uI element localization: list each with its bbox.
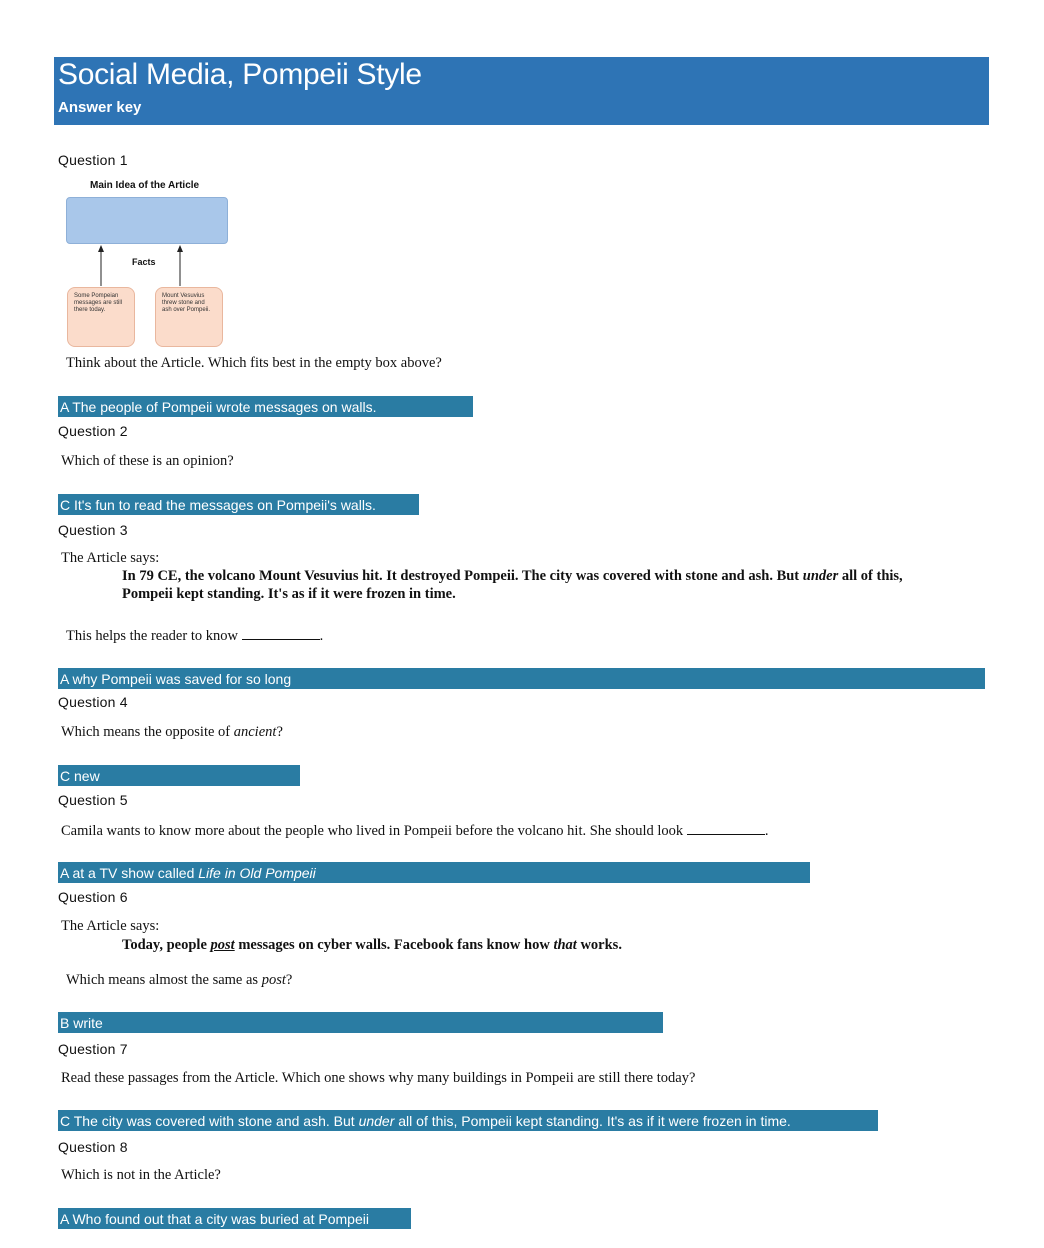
question-7-answer-rest: all of this, Pompeii kept standing. It's as if it were frozen in time. bbox=[398, 1113, 791, 1129]
page-title: Social Media, Pompeii Style bbox=[58, 58, 422, 91]
question-6-quote bbox=[122, 937, 622, 954]
question-6-prompt bbox=[66, 972, 292, 989]
quote-text: Today, people bbox=[122, 937, 207, 953]
question-5-answer-title: Life in Old Pompeii bbox=[198, 865, 316, 881]
title-banner bbox=[54, 57, 989, 125]
question-5-prompt-text: Camila wants to know more about the people who lived in Pompeii before the volcano hit. She should look bbox=[61, 823, 684, 839]
question-5-label: Question 5 bbox=[58, 792, 128, 808]
quote-text-middle: messages on cyber walls. Facebook fans know how bbox=[238, 937, 550, 953]
question-3-intro: The Article says: bbox=[61, 550, 160, 566]
main-idea-box bbox=[66, 197, 228, 244]
question-4-answer: C new bbox=[58, 765, 300, 786]
question-2-prompt: Which of these is an opinion? bbox=[61, 453, 234, 469]
question-6-prompt-text: Which means almost the same as bbox=[66, 972, 259, 988]
quote-emphasis-that: that bbox=[553, 937, 577, 953]
question-4-label: Question 4 bbox=[58, 694, 128, 710]
quote-text-end: works. bbox=[580, 937, 622, 953]
question-7-label: Question 7 bbox=[58, 1041, 128, 1057]
question-7-answer-text: C The city was covered with stone and ash. But bbox=[60, 1113, 355, 1129]
fact-box-1: Some Pompeian messages are still there today. bbox=[67, 287, 135, 347]
page-subtitle: Answer key bbox=[58, 99, 142, 116]
question-8-label: Question 8 bbox=[58, 1139, 128, 1155]
quote-emphasis-post: post bbox=[210, 937, 235, 953]
question-4-emphasis: ancient bbox=[233, 724, 277, 740]
quote-text: In 79 CE, the volcano Mount Vesuvius hit. It destroyed Pompeii. The city was covered with stone and ash. But bbox=[122, 568, 800, 584]
question-8-answer: A Who found out that a city was buried at Pompeii bbox=[58, 1208, 411, 1229]
question-5-answer bbox=[58, 862, 810, 883]
question-4-prompt-end: ? bbox=[276, 724, 283, 740]
question-6-intro: The Article says: bbox=[61, 918, 160, 934]
answer-blank bbox=[242, 627, 320, 640]
question-1-label: Question 1 bbox=[58, 152, 128, 168]
question-3-quote bbox=[122, 568, 903, 585]
question-3-answer: A why Pompeii was saved for so long bbox=[58, 668, 985, 689]
question-7-prompt: Read these passages from the Article. Which one shows why many buildings in Pompeii are still there today? bbox=[61, 1070, 696, 1086]
question-3-prompt-text: This helps the reader to know bbox=[66, 628, 238, 644]
question-8-prompt: Which is not in the Article? bbox=[61, 1167, 221, 1183]
question-1-prompt: Think about the Article. Which fits best in the empty box above? bbox=[66, 355, 442, 371]
question-5-prompt: Camila wants to know more about the people who lived in Pompeii before the volcano hit. She should look . bbox=[61, 823, 769, 839]
arrows-graphic bbox=[90, 244, 190, 288]
question-3-prompt: This helps the reader to know . bbox=[66, 628, 324, 644]
facts-label: Facts bbox=[132, 257, 156, 267]
question-4-prompt-text: Which means the opposite of bbox=[61, 724, 231, 740]
question-4-prompt bbox=[61, 724, 283, 741]
question-3-quote-line2: Pompeii kept standing. It's as if it were frozen in time. bbox=[122, 586, 456, 602]
question-1-answer: A The people of Pompeii wrote messages on walls. bbox=[58, 396, 473, 417]
diagram-title: Main Idea of the Article bbox=[90, 180, 200, 191]
question-3-label: Question 3 bbox=[58, 522, 128, 538]
question-6-label: Question 6 bbox=[58, 889, 128, 905]
question-2-label: Question 2 bbox=[58, 423, 128, 439]
quote-emphasis: under bbox=[802, 568, 839, 584]
question-6-prompt-end: ? bbox=[285, 972, 293, 988]
question-6-emphasis: post bbox=[261, 972, 286, 988]
question-2-answer: C It's fun to read the messages on Pompeii's walls. bbox=[58, 494, 419, 515]
answer-blank bbox=[687, 822, 765, 835]
arrowhead-icon bbox=[98, 245, 104, 252]
quote-text-rest: all of this, bbox=[841, 568, 903, 584]
question-5-answer-text: A at a TV show called bbox=[60, 865, 195, 881]
question-7-answer-emphasis: under bbox=[358, 1113, 395, 1129]
arrowhead-icon bbox=[177, 245, 183, 252]
question-6-answer: B write bbox=[58, 1012, 663, 1033]
fact-box-2: Mount Vesuvius threw stone and ash over Pompeii. bbox=[155, 287, 223, 347]
question-7-answer bbox=[58, 1110, 878, 1131]
